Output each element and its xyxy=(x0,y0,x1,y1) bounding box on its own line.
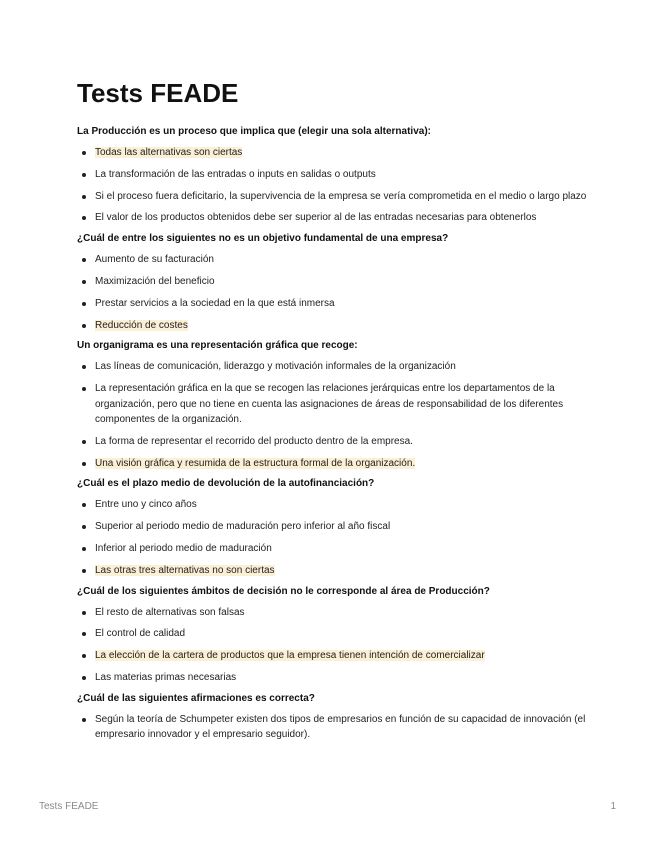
question-heading: ¿Cuál de las siguientes afirmaciones es correcta? xyxy=(77,692,315,704)
answer-item xyxy=(77,210,587,225)
answer-text: La representación gráfica en la que se recogen las relaciones jerárquicas entre los departamentos de la organización, pero que no tiene en cuenta las asignaciones de áreas de responsabilidad de los diferentes componentes de la organización. xyxy=(95,383,564,425)
answer-item xyxy=(77,274,587,289)
answer-text: El valor de los productos obtenidos debe ser superior al de las entradas necesarias para obtenerlos xyxy=(95,212,537,224)
answer-item xyxy=(77,670,587,685)
answer-list xyxy=(77,605,587,686)
answer-item-correct xyxy=(77,456,587,471)
answer-text: Las materias primas necesarias xyxy=(95,671,237,683)
answer-text: Según la teoría de Schumpeter existen dos tipos de empresarios en función de su capacidad de innovación (el empresario innovador y el empresario seguidor). xyxy=(95,713,586,741)
answer-item xyxy=(77,359,587,374)
answer-item xyxy=(77,712,587,743)
answer-list xyxy=(77,145,587,226)
answer-item-correct xyxy=(77,145,587,160)
footer-title: Tests FEADE xyxy=(39,801,99,812)
answer-text: Una visión gráfica y resumida de la estructura formal de la organización. xyxy=(95,457,416,469)
answer-text: Reducción de costes xyxy=(95,319,188,331)
answer-text: Las líneas de comunicación, liderazgo y motivación informales de la organización xyxy=(95,361,456,373)
answer-list xyxy=(77,497,587,578)
answer-item xyxy=(77,434,587,449)
answer-item xyxy=(77,626,587,641)
question-heading: ¿Cuál de entre los siguientes no es un objetivo fundamental de una empresa? xyxy=(77,233,449,245)
answer-item-correct xyxy=(77,318,587,333)
answer-item-correct xyxy=(77,648,587,663)
question-heading: La Producción es un proceso que implica que (elegir una sola alternativa): xyxy=(77,126,431,137)
answer-text: Maximización del beneficio xyxy=(95,275,215,287)
answer-item xyxy=(77,296,587,311)
answer-item xyxy=(77,541,587,556)
answer-text: La transformación de las entradas o inputs en salidas o outputs xyxy=(95,168,376,180)
document-page xyxy=(77,78,587,749)
answer-text: Entre uno y cinco años xyxy=(95,499,197,511)
page-title: Tests FEADE xyxy=(77,78,239,108)
answer-text: Prestar servicios a la sociedad en la que está inmersa xyxy=(95,297,335,309)
answer-text: El control de calidad xyxy=(95,628,186,640)
answer-item xyxy=(77,381,587,427)
answer-item xyxy=(77,252,587,267)
question-list xyxy=(77,125,587,743)
answer-item-correct xyxy=(77,563,587,578)
answer-text: El resto de alternativas son falsas xyxy=(95,606,245,618)
answer-item xyxy=(77,497,587,512)
answer-text: Las otras tres alternativas no son ciertas xyxy=(95,564,275,576)
question-heading: ¿Cuál es el plazo medio de devolución de la autofinanciación? xyxy=(77,478,375,490)
answer-text: Todas las alternativas son ciertas xyxy=(95,147,243,158)
answer-text: Aumento de su facturación xyxy=(95,254,214,266)
answer-list xyxy=(77,712,587,743)
answer-text: La elección de la cartera de productos que la empresa tienen intención de comercializar xyxy=(95,650,485,662)
answer-item xyxy=(77,167,587,182)
question-heading: ¿Cuál de los siguientes ámbitos de decisión no le corresponde al área de Producción? xyxy=(77,585,490,597)
answer-item xyxy=(77,189,587,204)
answer-text: La forma de representar el recorrido del producto dentro de la empresa. xyxy=(95,435,413,447)
question-heading: Un organigrama es una representación gráfica que recoge: xyxy=(77,340,358,352)
answer-text: Si el proceso fuera deficitario, la supervivencia de la empresa se vería comprometida en el medio o largo plazo xyxy=(95,190,587,202)
answer-text: Inferior al periodo medio de maduración xyxy=(95,542,272,554)
page-number: 1 xyxy=(610,801,616,812)
answer-item xyxy=(77,519,587,534)
answer-list xyxy=(77,252,587,333)
answer-list xyxy=(77,359,587,471)
answer-item xyxy=(77,605,587,620)
answer-text: Superior al periodo medio de maduración pero inferior al año fiscal xyxy=(95,521,391,533)
